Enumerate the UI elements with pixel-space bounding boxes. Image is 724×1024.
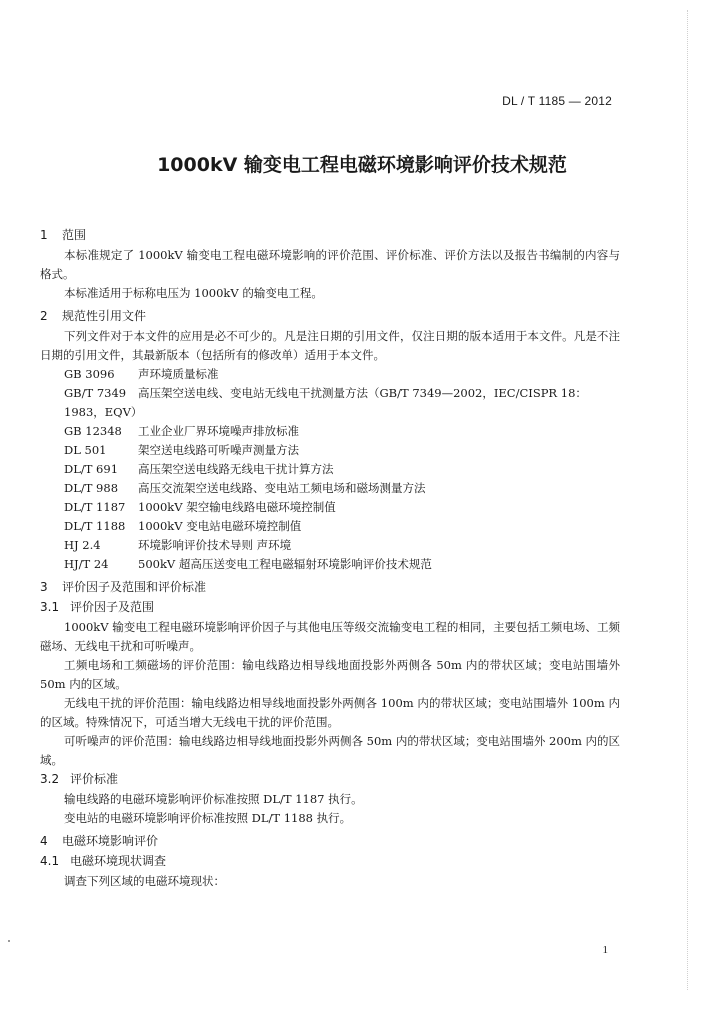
reference-item [40, 365, 620, 384]
reference-code: DL 501 [64, 443, 107, 457]
section-title: 规范性引用文件 [62, 309, 147, 323]
scan-speck [8, 940, 10, 942]
reference-title: 高压架空送电线、变电站无线电干扰测量方法（GB/T 7349—2002，IEC/CISPR 18：1983，EQV） [64, 386, 587, 419]
subsection-number: 4.1 [40, 854, 60, 868]
section-heading-2 [40, 307, 620, 327]
section-heading-3 [40, 578, 620, 598]
subsection-number: 3.2 [40, 772, 60, 786]
subsection-title: 电磁环境现状调查 [70, 854, 167, 868]
section-title: 电磁环境影响评价 [62, 834, 159, 848]
reference-code: GB 3096 [64, 367, 115, 381]
reference-item [40, 460, 620, 479]
reference-title: 工业企业厂界环境噪声排放标准 [138, 424, 299, 438]
reference-title: 1000kV 架空输电线路电磁环境控制值 [138, 500, 336, 514]
reference-item [40, 536, 620, 555]
reference-item [40, 384, 620, 422]
paragraph: 1000kV 输变电工程电磁环境影响评价因子与其他电压等级交流输变电工程的相同，主要包括工频电场、工频磁场、无线电干扰和可听噪声。 [40, 620, 620, 653]
paragraph: 输电线路的电磁环境影响评价标准按照 DL/T 1187 执行。 [64, 792, 363, 806]
reference-title: 声环境质量标准 [138, 367, 219, 381]
paragraph: 无线电干扰的评价范围：输电线路边相导线地面投影外两侧各 100m 内的带状区域；变电站围墙外 100m 内的区域。特殊情况下，可适当增大无线电干扰的评价范围。 [40, 696, 620, 729]
paragraph: 本标准规定了 1000kV 输变电工程电磁环境影响的评价范围、评价标准、评价方法以及报告书编制的内容与格式。 [40, 248, 620, 281]
reference-code: HJ 2.4 [64, 538, 101, 552]
reference-title: 环境影响评价技术导则 声环境 [138, 538, 292, 552]
reference-list [40, 365, 620, 574]
paragraph: 调查下列区域的电磁环境现状： [64, 874, 225, 888]
paragraph: 工频电场和工频磁场的评价范围：输电线路边相导线地面投影外两侧各 50m 内的带状区域；变电站围墙外 50m 内的区域。 [40, 658, 620, 691]
reference-code: GB/T 7349 [64, 386, 127, 400]
reference-code: DL/T 1187 [64, 500, 126, 514]
reference-code: DL/T 691 [64, 462, 119, 476]
reference-title: 高压交流架空送电线路、变电站工频电场和磁场测量方法 [138, 481, 426, 495]
reference-item [40, 498, 620, 517]
section-number: 3 [40, 580, 48, 594]
paragraph: 下列文件对于本文件的应用是必不可少的。凡是注日期的引用文件，仅注日期的版本适用于本文件。凡是不注日期的引用文件，其最新版本（包括所有的修改单）适用于本文件。 [40, 329, 620, 362]
document-body [40, 226, 620, 891]
subsection-number: 3.1 [40, 600, 60, 614]
subsection-title: 评价因子及范围 [70, 600, 155, 614]
standard-code: DL / T 1185 — 2012 [502, 94, 612, 108]
paragraph: 本标准适用于标称电压为 1000kV 的输变电工程。 [64, 286, 323, 300]
paragraph: 可听噪声的评价范围：输电线路边相导线地面投影外两侧各 50m 内的带状区域；变电站围墙外 200m 内的区域。 [40, 734, 621, 767]
reference-item [40, 441, 620, 460]
reference-title: 1000kV 变电站电磁环境控制值 [138, 519, 302, 533]
reference-title: 500kV 超高压送变电工程电磁辐射环境影响评价技术规范 [138, 557, 432, 571]
reference-item [40, 517, 620, 536]
section-title: 范围 [62, 228, 87, 242]
reference-code: GB 12348 [64, 424, 122, 438]
reference-code: HJ/T 24 [64, 557, 109, 571]
subsection-heading-3-1 [40, 598, 620, 618]
reference-title: 架空送电线路可听噪声测量方法 [138, 443, 299, 457]
section-number: 4 [40, 834, 48, 848]
subsection-title: 评价标准 [70, 772, 119, 786]
section-number: 1 [40, 228, 48, 242]
reference-code: DL/T 988 [64, 481, 119, 495]
section-heading-4 [40, 832, 620, 852]
subsection-heading-4-1 [40, 852, 620, 872]
reference-title: 高压架空送电线路无线电干扰计算方法 [138, 462, 334, 476]
page-number: 1 [602, 944, 608, 956]
subsection-heading-3-2 [40, 770, 620, 790]
reference-item [40, 555, 620, 574]
reference-item [40, 422, 620, 441]
document-title: 1000kV 输变电工程电磁环境影响评价技术规范 [157, 154, 567, 176]
paragraph: 变电站的电磁环境影响评价标准按照 DL/T 1188 执行。 [64, 811, 352, 825]
reference-item [40, 479, 620, 498]
reference-code: DL/T 1188 [64, 519, 126, 533]
section-number: 2 [40, 309, 48, 323]
section-title: 评价因子及范围和评价标准 [62, 580, 207, 594]
section-heading-1 [40, 226, 620, 246]
